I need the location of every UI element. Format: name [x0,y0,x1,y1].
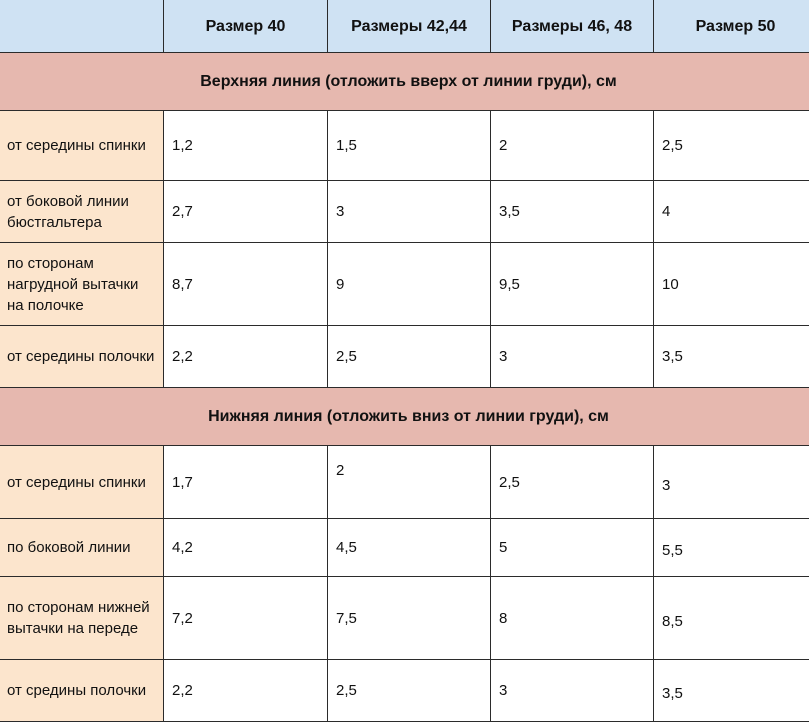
cell-value: 2,5 [328,326,491,388]
table-row [0,243,809,326]
table-row [0,111,809,181]
cell-value: 4,5 [328,519,491,577]
header-row [0,0,809,53]
cell-value: 3 [491,660,654,722]
cell-value: 7,5 [328,577,491,660]
cell-value: 2,5 [491,446,654,519]
cell-value: 1,5 [328,111,491,181]
table-row [0,660,809,722]
section-row-lower [0,388,809,446]
cell-value: 3 [328,181,491,243]
row-label: от средины полочки [0,660,164,722]
section-title-lower: Нижняя линия (отложить вниз от линии груди), см [0,388,809,446]
cell-value: 9 [328,243,491,326]
section-row-upper [0,53,809,111]
cell-value: 10 [654,243,809,326]
row-label: от середины спинки [0,446,164,519]
cell-value: 5 [491,519,654,577]
header-corner-cell [0,0,164,53]
cell-value: 3,5 [654,326,809,388]
cell-value: 2,5 [654,111,809,181]
row-label: от боковой линии бюстгальтера [0,181,164,243]
cell-value: 5,5 [654,519,809,577]
header-size-42-44: Размеры 42,44 [328,0,491,53]
cell-value: 2 [328,446,491,519]
section-title-upper: Верхняя линия (отложить вверх от линии груди), см [0,53,809,111]
cell-value: 2,2 [164,660,328,722]
row-label: от середины полочки [0,326,164,388]
row-label: от середины спинки [0,111,164,181]
cell-value: 2,5 [328,660,491,722]
cell-value: 8,5 [654,577,809,660]
cell-value: 2 [491,111,654,181]
cell-value: 1,7 [164,446,328,519]
cell-value: 3,5 [491,181,654,243]
cell-value: 8,7 [164,243,328,326]
cell-value: 1,2 [164,111,328,181]
cell-value: 3 [654,446,809,519]
cell-value: 4,2 [164,519,328,577]
row-label: по боковой линии [0,519,164,577]
cell-value: 3,5 [654,660,809,722]
header-size-50: Размер 50 [654,0,809,53]
header-size-46-48: Размеры 46, 48 [491,0,654,53]
cell-value: 4 [654,181,809,243]
cell-value: 8 [491,577,654,660]
cell-value: 3 [491,326,654,388]
table-row [0,181,809,243]
table-row [0,577,809,660]
table-row [0,519,809,577]
table-row [0,446,809,519]
cell-value: 9,5 [491,243,654,326]
cell-value: 7,2 [164,577,328,660]
table-row [0,326,809,388]
cell-value: 2,2 [164,326,328,388]
row-label: по сторонам нагрудной вытачки на полочке [0,243,164,326]
cell-value: 2,7 [164,181,328,243]
row-label: по сторонам нижней вытачки на переде [0,577,164,660]
header-size-40: Размер 40 [164,0,328,53]
